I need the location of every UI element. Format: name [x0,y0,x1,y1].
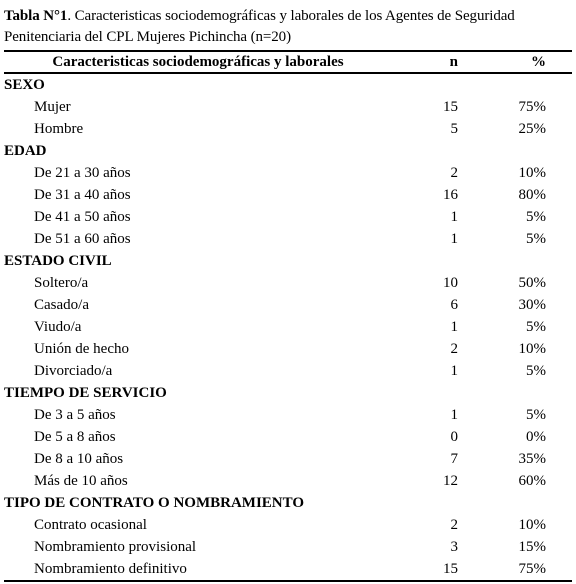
table-row [4,294,572,316]
row-count: 2 [450,517,458,533]
section-header-row [4,73,572,96]
row-percent: 10% [518,165,546,181]
section-header-row [4,492,572,514]
table-row [4,558,572,581]
row-label: Más de 10 años [34,473,128,489]
section-title: TIEMPO DE SERVICIO [4,385,167,401]
row-label: Unión de hecho [34,341,129,357]
table-caption-label: Tabla N°1 [4,8,68,24]
row-count: 1 [450,209,458,225]
row-count: 0 [450,429,458,445]
row-count: 15 [443,99,458,115]
table-row [4,448,572,470]
row-count: 2 [450,165,458,181]
row-count: 7 [450,451,458,467]
row-label: Contrato ocasional [34,517,147,533]
row-count: 15 [388,558,484,581]
row-label: Nombramiento provisional [34,539,197,555]
row-label: Viudo/a [34,319,82,335]
row-count: 1 [450,319,458,335]
row-label: De 41 a 50 años [34,209,131,225]
table-row [4,360,572,382]
row-label: De 51 a 60 años [34,231,131,247]
row-label: Divorciado/a [34,363,113,379]
table-row [4,514,572,536]
row-count: 1 [450,231,458,247]
row-label: De 8 a 10 años [34,451,124,467]
section-title: TIPO DE CONTRATO O NOMBRAMIENTO [4,495,305,511]
row-percent: 10% [518,517,546,533]
row-percent: 80% [518,187,546,203]
table-row [4,404,572,426]
row-label: Nombramiento definitivo [4,558,388,581]
row-count: 16 [443,187,458,203]
row-label: De 5 a 8 años [34,429,116,445]
table-row [4,184,572,206]
row-count: 3 [450,539,458,555]
section-header-row [4,140,572,162]
row-label: Mujer [34,99,71,115]
section-title: SEXO [4,77,45,93]
table-row [4,228,572,250]
table-row [4,272,572,294]
row-percent: 60% [518,473,546,489]
row-percent: 50% [518,275,546,291]
row-percent: 5% [526,209,546,225]
row-label: Soltero/a [34,275,89,291]
row-label: De 3 a 5 años [34,407,116,423]
row-percent: 5% [526,363,546,379]
row-count: 10 [443,275,458,291]
row-percent: 10% [518,341,546,357]
section-title: EDAD [4,143,47,159]
section-header-row [4,250,572,272]
row-percent: 75% [518,99,546,115]
table-row [4,536,572,558]
table-body [4,73,572,581]
header-characteristics: Caracteristicas sociodemográficas y laborales [4,51,388,73]
row-count: 1 [450,363,458,379]
row-count: 5 [450,121,458,137]
row-percent: 25% [518,121,546,137]
row-label: De 31 a 40 años [34,187,131,203]
row-label: Hombre [34,121,84,137]
table-row [4,206,572,228]
table-row [4,316,572,338]
table-caption [4,6,572,48]
row-percent: 5% [526,319,546,335]
table-header-row [4,51,572,73]
header-percent: % [484,51,572,73]
row-count: 2 [450,341,458,357]
table-row [4,118,572,140]
header-n: n [388,51,484,73]
demographics-table [4,50,572,582]
row-percent: 15% [518,539,546,555]
row-percent: 75% [484,558,572,581]
row-count: 12 [443,473,458,489]
table-row [4,96,572,118]
table-row [4,338,572,360]
section-header-row [4,382,572,404]
row-percent: 5% [526,407,546,423]
row-percent: 5% [526,231,546,247]
table-row [4,426,572,448]
row-percent: 30% [518,297,546,313]
row-label: Casado/a [34,297,89,313]
table-caption-text: . Caracteristicas sociodemográficas y laborales de los Agentes de Seguridad Penitenciaria del CPL Mujeres Pichincha (n=20) [4,8,515,45]
table-row [4,470,572,492]
row-label: De 21 a 30 años [34,165,131,181]
row-count: 6 [450,297,458,313]
section-title: ESTADO CIVIL [4,253,112,269]
table-row [4,162,572,184]
row-percent: 0% [526,429,546,445]
row-percent: 35% [518,451,546,467]
row-count: 1 [450,407,458,423]
